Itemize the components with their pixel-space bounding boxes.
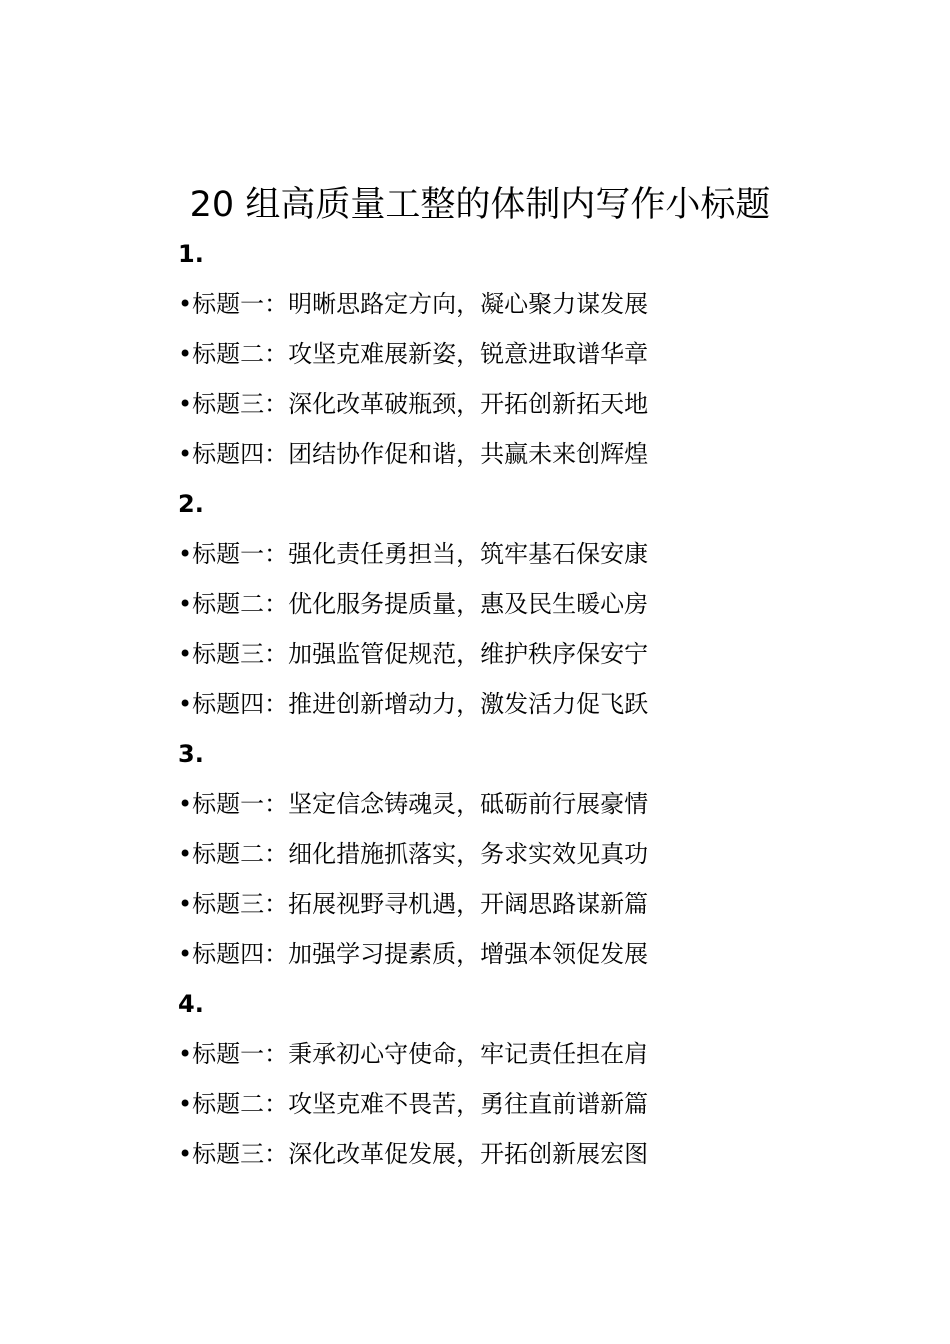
title-group-2	[178, 479, 878, 729]
list-item: •标题二：优化服务提质量，惠及民生暖心房	[178, 590, 649, 618]
list-item: •标题二：细化措施抓落实，务求实效见真功	[178, 840, 649, 868]
list-item: •标题一：秉承初心守使命，牢记责任担在肩	[178, 1040, 649, 1068]
group-number: 1.	[178, 240, 204, 268]
title-group-3	[178, 729, 878, 979]
list-item: •标题四：团结协作促和谐，共赢未来创辉煌	[178, 440, 649, 468]
list-item: •标题二：攻坚克难不畏苦，勇往直前谱新篇	[178, 1090, 649, 1118]
list-item: •标题三：拓展视野寻机遇，开阔思路谋新篇	[178, 890, 649, 918]
list-item: •标题三：深化改革破瓶颈，开拓创新拓天地	[178, 390, 649, 418]
group-number: 2.	[178, 490, 204, 518]
title-group-1	[178, 229, 878, 479]
title-group-4	[178, 979, 878, 1179]
list-item: •标题三：深化改革促发展，开拓创新展宏图	[178, 1140, 649, 1168]
group-number: 3.	[178, 740, 204, 768]
list-item: •标题一：强化责任勇担当，筑牢基石保安康	[178, 540, 649, 568]
group-number: 4.	[178, 990, 204, 1018]
list-item: •标题四：推进创新增动力，激发活力促飞跃	[178, 690, 649, 718]
document-title: 20 组高质量工整的体制内写作小标题	[189, 185, 771, 225]
list-item: •标题四：加强学习提素质，增强本领促发展	[178, 940, 649, 968]
document-body	[178, 229, 878, 1179]
list-item: •标题三：加强监管促规范，维护秩序保安宁	[178, 640, 649, 668]
list-item: •标题二：攻坚克难展新姿，锐意进取谱华章	[178, 340, 649, 368]
list-item: •标题一：明晰思路定方向，凝心聚力谋发展	[178, 290, 649, 318]
list-item: •标题一：坚定信念铸魂灵，砥砺前行展豪情	[178, 790, 649, 818]
